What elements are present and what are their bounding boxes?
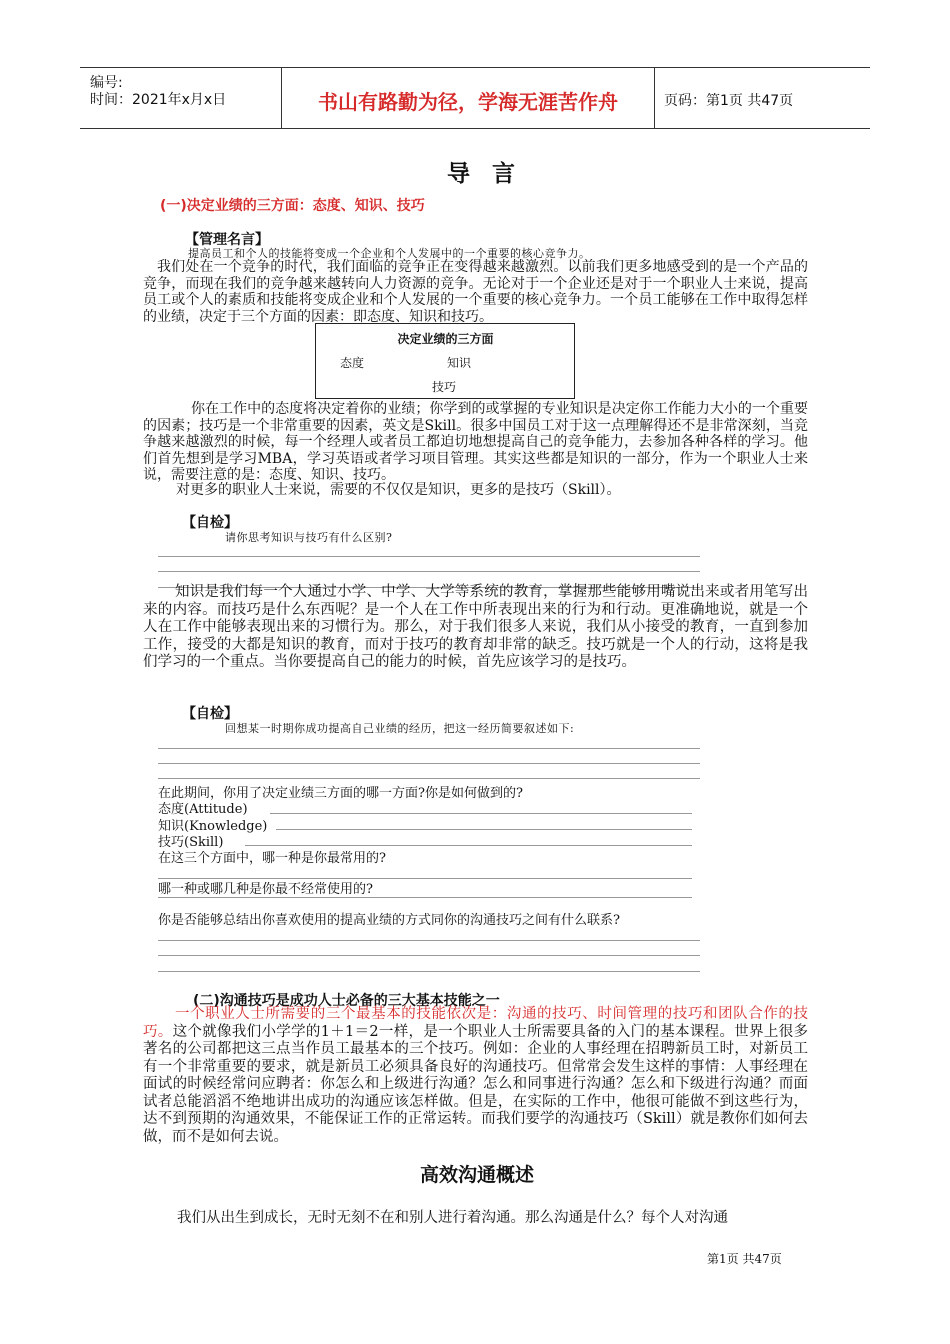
answer-line bbox=[158, 778, 700, 779]
box-title: 决定业绩的三方面 bbox=[397, 332, 494, 346]
question: 在这三个方面中，哪一种是你最常用的? bbox=[158, 851, 386, 866]
answer-line bbox=[158, 571, 700, 572]
answer-line bbox=[158, 556, 700, 557]
self-check-question: 请你思考知识与技巧有什么区别? bbox=[225, 531, 393, 544]
self-check-question: 回想某一时期你成功提高自己业绩的经历，把这一经历简要叙述如下: bbox=[225, 722, 575, 735]
answer-line bbox=[276, 829, 692, 830]
answer-line bbox=[158, 955, 700, 956]
header-bottom-rule bbox=[80, 128, 870, 129]
answer-line bbox=[158, 748, 700, 749]
page-title: 导言 bbox=[447, 161, 537, 187]
paragraph-text: 这个就像我们小学学的1＋1＝2一样，是一个职业人士所需要具备的入门的基本课程。世界上很多著名的公司都把这三点当作员工最基本的三个技巧。例如：企业的人事经理在招聘新员工时，对新员工有一个非常重要的要求，就是新员工必须具备良好的沟通技巧。但常常会发生这样的事情：人事经理在面试的时候经常问应聘者：你怎么和上级进行沟通？怎么和同事进行沟通？怎么和下级进行沟通？而面试者总能滔滔不绝地讲出成功的沟通应该怎样做。但是，在实际的工作中，他很可能做不到这些行为，达不到预期的沟通效果，不能保证工作的正常运转。而我们要学的沟通技巧（Skill）就是教你们如何去做，而不是如何去说。 bbox=[143, 1023, 808, 1145]
emphasis-text: 一个职业人士所需要的三个最基本的技能依次是：沟通的技巧、时间管理的技巧和团队合作的技巧。 bbox=[143, 1006, 808, 1040]
header-top-rule bbox=[80, 67, 870, 68]
footer-page-number: 第1页 共47页 bbox=[707, 1252, 782, 1266]
self-check-label: 【自检】 bbox=[182, 706, 238, 722]
self-check-label: 【自检】 bbox=[182, 515, 238, 531]
box-item-knowledge: 知识 bbox=[447, 356, 472, 370]
question-knowledge: 知识(Knowledge) bbox=[158, 819, 268, 834]
answer-line bbox=[158, 763, 700, 764]
answer-line bbox=[158, 897, 692, 898]
box-item-attitude: 态度 bbox=[340, 356, 365, 370]
header-divider bbox=[654, 67, 655, 128]
header-date: 时间：2021年x月x日 bbox=[90, 92, 227, 108]
answer-line bbox=[270, 813, 692, 814]
question-skill: 技巧(Skill) bbox=[158, 835, 224, 850]
box-item-skill: 技巧 bbox=[432, 380, 457, 394]
quote-label: 【管理名言】 bbox=[185, 232, 269, 248]
section-title: 高效沟通概述 bbox=[420, 1164, 535, 1186]
question-attitude: 态度(Attitude) bbox=[158, 802, 248, 817]
paragraph: 对更多的职业人士来说，需要的不仅仅是知识，更多的是技巧（Skill）。 bbox=[176, 482, 621, 498]
section-heading: (一)决定业绩的三方面：态度、知识、技巧 bbox=[160, 198, 425, 214]
quote-text: 提高员工和个人的技能将变成一个企业和个人发展中的一个重要的核心竞争力。 bbox=[188, 247, 591, 260]
section-heading: (二)沟通技巧是成功人士必备的三大基本技能之一 bbox=[193, 993, 500, 1009]
question: 在此期间，你用了决定业绩三方面的哪一方面?你是如何做到的? bbox=[158, 786, 523, 801]
answer-line bbox=[158, 940, 700, 941]
paragraph: 我们处在一个竞争的时代，我们面临的竞争正在变得越来越激烈。以前我们更多地感受到的是一个产品的竞争，而现在我们的竞争越来越转向人力资源的竞争。无论对于一个企业还是对于一个职业人士来说，提高员工或个人的素质和技能将变成企业和个人发展的一个重要的核心竞争力。一个员工能够在工作中取得怎样的业绩，决定于三个方面的因素：即态度、知识和技巧。 bbox=[143, 259, 808, 325]
answer-line bbox=[245, 845, 692, 846]
header-serial: 编号: bbox=[90, 75, 123, 91]
answer-line bbox=[158, 971, 700, 972]
paragraph: 你在工作中的态度将决定着你的业绩；你学到的或掌握的专业知识是决定你工作能力大小的一个重要的因素；技巧是一个非常重要的因素，英文是Skill。很多中国员工对于这一点理解得还不是非常深刻，当竞争越来越激烈的时候，每一个经理人或者员工都迫切地想提高自己的竞争能力，去参加各种各样的学习。他们首先想到是学习MBA，学习英语或者学习项目管理。其实这些都是知识的一部分，作为一个职业人士来说，需要注意的是：态度、知识、技巧。 bbox=[143, 401, 808, 483]
question: 你是否能够总结出你喜欢使用的提高业绩的方式同你的沟通技巧之间有什么联系? bbox=[158, 913, 620, 928]
header-motto: 书山有路勤为径，学海无涯苦作舟 bbox=[318, 90, 618, 114]
paragraph: 我们从出生到成长，无时无刻不在和别人进行着沟通。那么沟通是什么？每个人对沟通 bbox=[177, 1210, 728, 1226]
paragraph bbox=[143, 1006, 808, 1146]
question: 哪一种或哪几种是你最不经常使用的? bbox=[158, 882, 373, 897]
paragraph: 知识是我们每一个人通过小学、中学、大学等系统的教育，掌握那些能够用嘴说出来或者用笔写出来的内容。而技巧是什么东西呢？是一个人在工作中所表现出来的行为和行动。更准确地说，就是一个人在工作中能够表现出来的习惯行为。那么，对于我们很多人来说，我们从小接受的教育，一直到参加工作，接受的大都是知识的教育，而对于技巧的教育却非常的缺乏。技巧就是一个人的行动，这将是我们学习的一个重点。当你要提高自己的能力的时候，首先应该学习的是技巧。 bbox=[143, 584, 808, 670]
header-page: 页码：第1页 共47页 bbox=[664, 93, 794, 109]
